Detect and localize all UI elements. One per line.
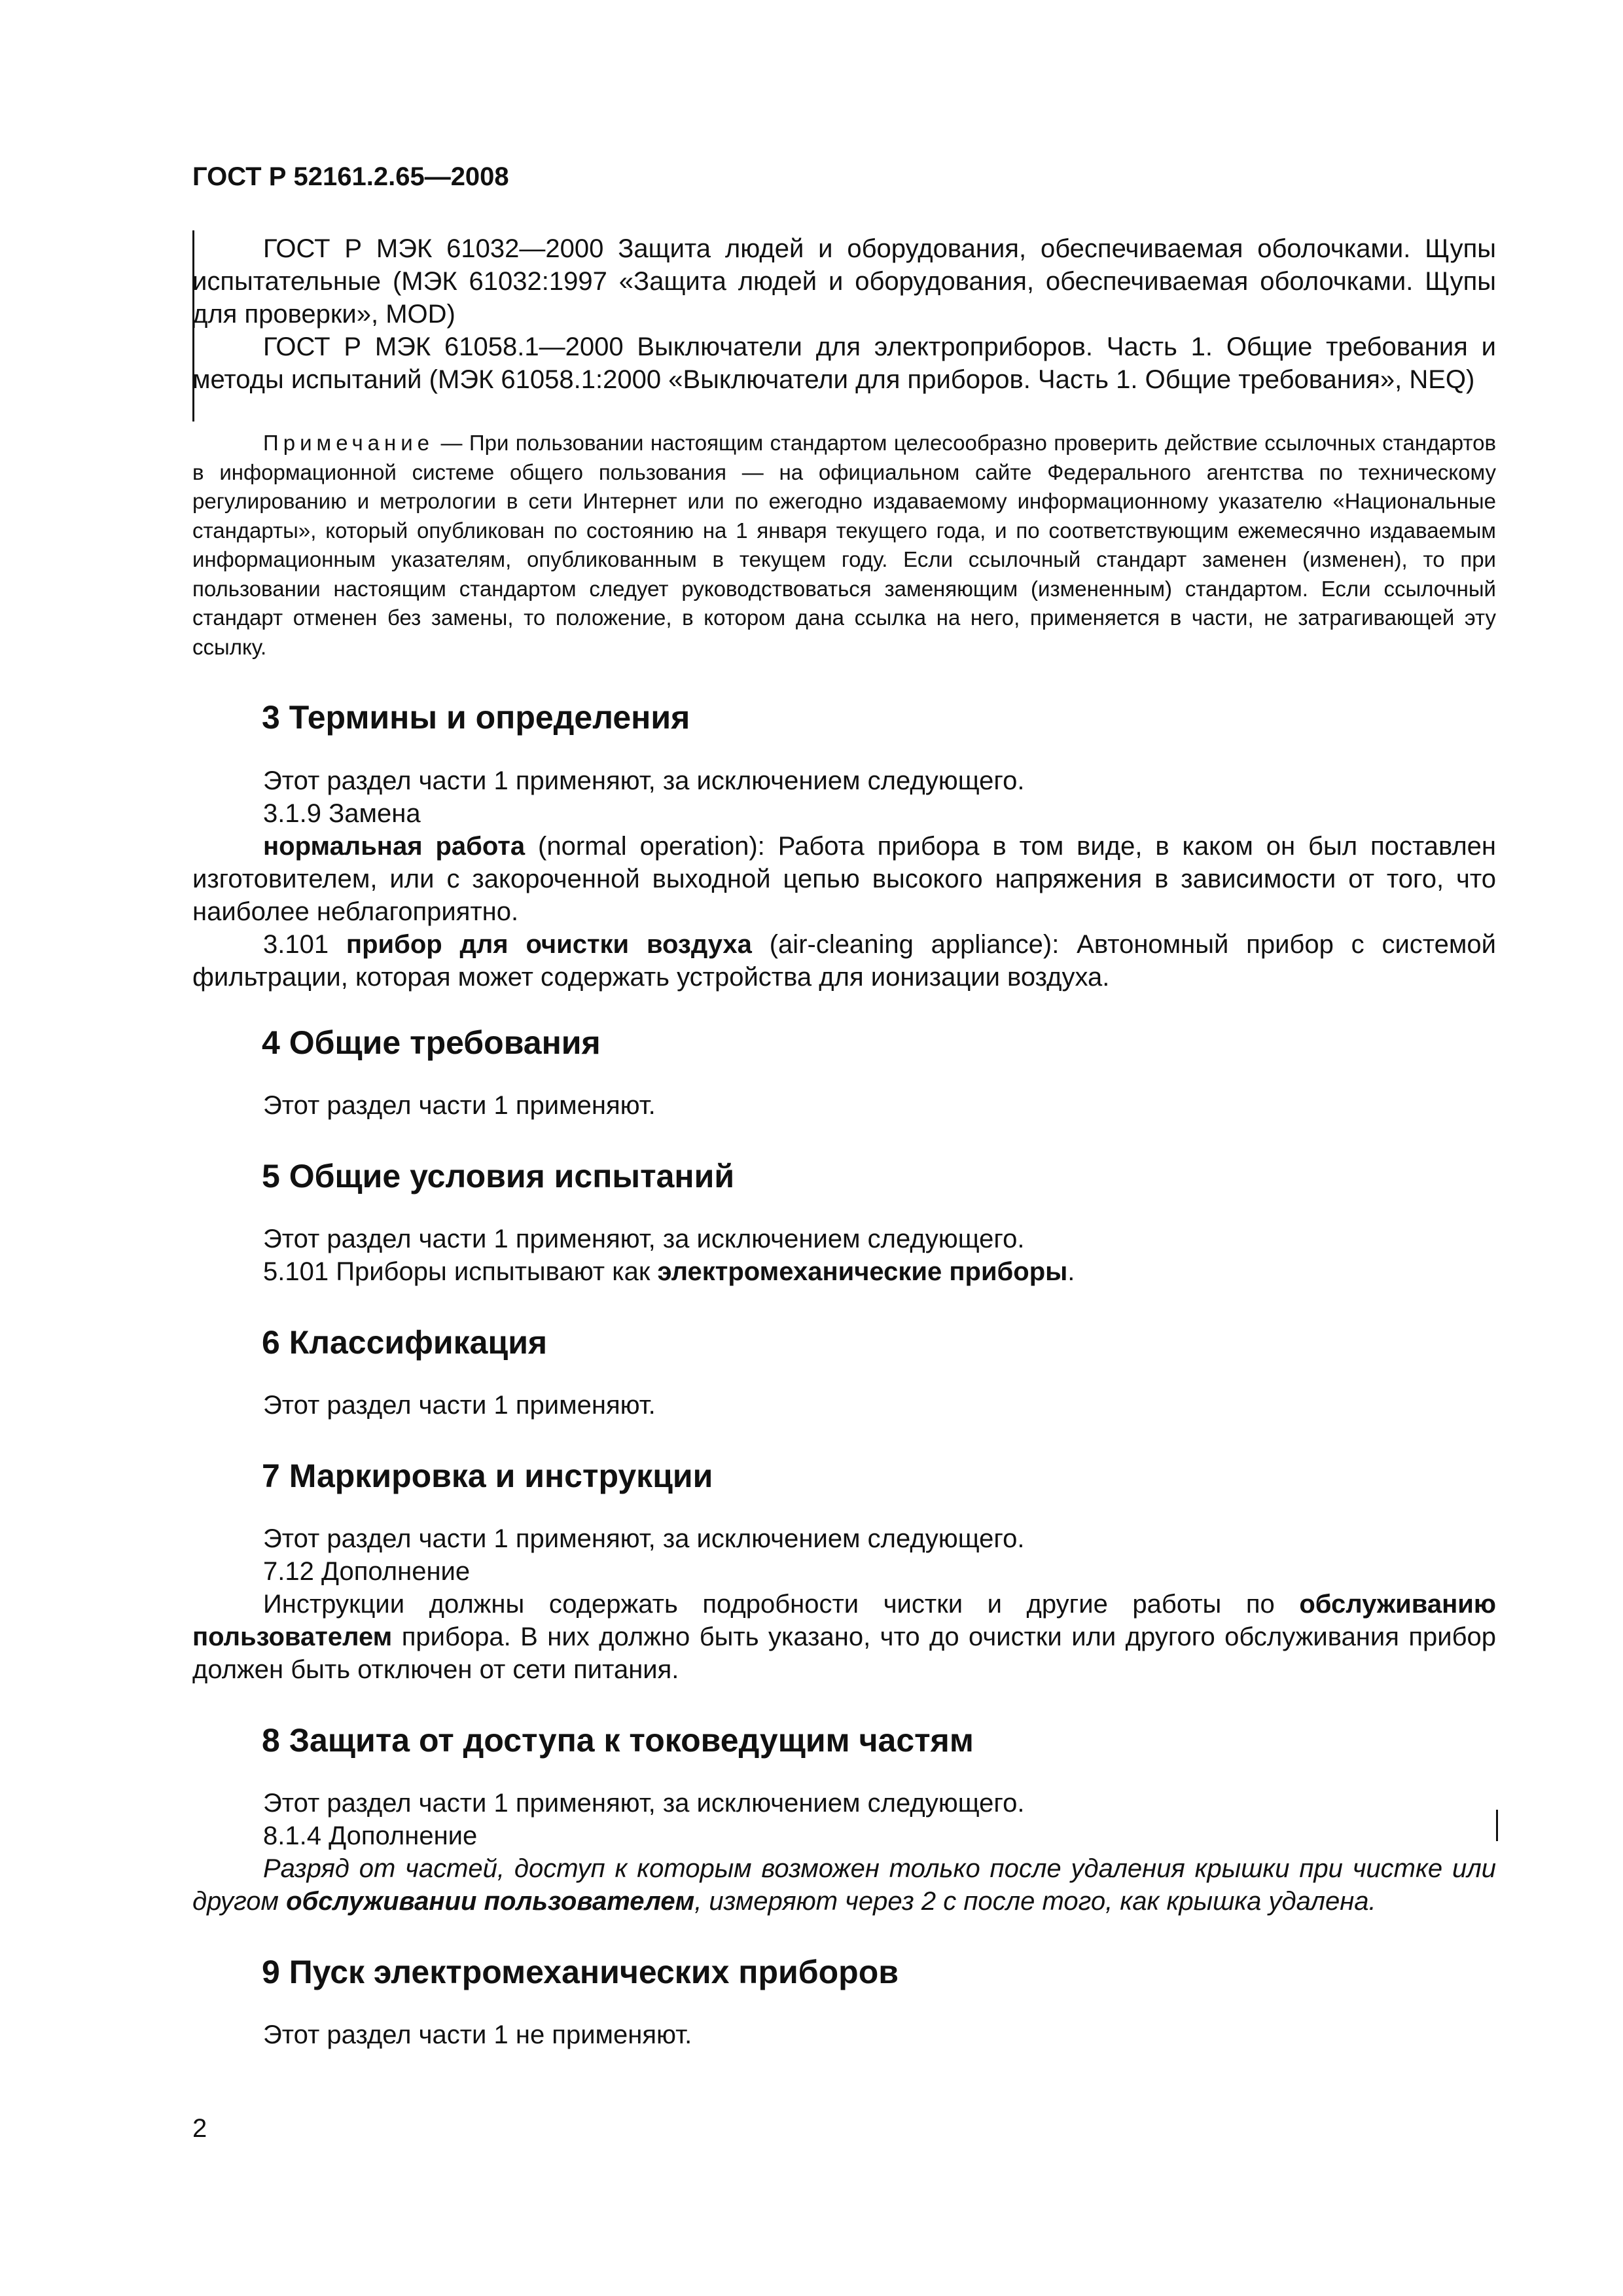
- subsection-label: 3.1.9 Замена: [263, 799, 421, 828]
- section-intro: Этот раздел части 1 применяют, за исключением следующего.: [263, 1789, 1025, 1818]
- section-intro: Этот раздел части 1 применяют, за исключением следующего.: [263, 1225, 1025, 1253]
- note-label: Примечание: [263, 431, 435, 455]
- note-paragraph: [192, 429, 1496, 662]
- section-3-body: [192, 764, 1496, 994]
- note-text: — При пользовании настоящим стандартом целесообразно проверить действие ссылочных стандартов в информационной системе общего пользования — на официальном сайте Федерального агентства по техническому регулированию и метрологии в сети Интернет или по ежегодно издаваемому информационному указателю «Национальные стандарты», который опубликован по состоянию на 1 января текущего года, и по соответствующим ежемесячно издаваемым информационным указателям, опубликованным в текущем году. Если ссылочный стандарт заменен (изменен), то при пользовании настоящим стандартом следует руководствоваться заменяющим (измененным) стандартом. Если ссылочный стандарт отменен без замены, то положение, в котором дана ссылка на него, применяется в части, не затрагивающей эту ссылку.: [192, 431, 1496, 659]
- section-9-body: [192, 2018, 1496, 2051]
- term-bold: прибор для очистки воздуха: [346, 930, 752, 959]
- section-text: Этот раздел части 1 применяют.: [263, 1091, 656, 1120]
- document-header: ГОСТ Р 52161.2.65—2008: [192, 162, 509, 191]
- section-7-body: [192, 1522, 1496, 1686]
- section-4-body: [192, 1089, 1496, 1122]
- section-5-body: [192, 1223, 1496, 1288]
- note-block: [192, 429, 1496, 662]
- section-8-title: 8 Защита от доступа к токоведущим частям: [262, 1722, 974, 1759]
- reference-item: ГОСТ Р МЭК 61032—2000 Защита людей и оборудования, обеспечиваемая оболочками. Щупы испытательные (МЭК 61032:1997 «Защита людей и оборудования, обеспечиваемая оболочками. Щупы для проверки», MOD): [192, 234, 1496, 329]
- section-item: 5.101 Приборы испытывают как электромеханические приборы.: [263, 1257, 1075, 1286]
- change-bar-right: [1496, 1810, 1498, 1841]
- section-intro: Этот раздел части 1 применяют, за исключением следующего.: [263, 766, 1025, 795]
- section-4-title: 4 Общие требования: [262, 1024, 601, 1061]
- section-9-title: 9 Пуск электромеханических приборов: [262, 1954, 899, 1990]
- section-intro: Этот раздел части 1 применяют, за исключением следующего.: [263, 1524, 1025, 1553]
- section-6-body: [192, 1389, 1496, 1422]
- subsection-label: 8.1.4 Дополнение: [263, 1821, 478, 1850]
- term-bold: нормальная работа: [263, 832, 526, 861]
- references-block: [192, 232, 1496, 396]
- section-5-title: 5 Общие условия испытаний: [262, 1158, 735, 1194]
- section-paragraph: Разряд от частей, доступ к которым возможен только после удаления крышки при чистке или другом обслуживании пользователем, измеряют через 2 с после того, как крышка удалена.: [192, 1854, 1496, 1916]
- term-definition: 3.101 прибор для очистки воздуха (air-cleaning appliance): Автономный прибор с системой фильтрации, которая может содержать устройства для ионизации воздуха.: [192, 930, 1496, 992]
- subsection-label: 7.12 Дополнение: [263, 1557, 471, 1586]
- section-text: Этот раздел части 1 не применяют.: [263, 2020, 692, 2049]
- section-8-body: [192, 1787, 1496, 1918]
- page-number: 2: [192, 2114, 207, 2143]
- term-definition: нормальная работа (normal operation): Работа прибора в том виде, в каком он был поставлен изготовителем, или с закороченной выходной цепью высокого напряжения в зависимости от того, что наиболее неблагоприятно.: [192, 832, 1496, 926]
- section-3-title: 3 Термины и определения: [262, 699, 690, 736]
- section-paragraph: Инструкции должны содержать подробности чистки и другие работы по обслуживанию пользователем прибора. В них должно быть указано, что до очистки или другого обслуживания прибор должен быть отключен от сети питания.: [192, 1590, 1496, 1684]
- section-7-title: 7 Маркировка и инструкции: [262, 1458, 713, 1494]
- section-text: Этот раздел части 1 применяют.: [263, 1391, 656, 1420]
- section-6-title: 6 Классификация: [262, 1324, 548, 1361]
- reference-item: ГОСТ Р МЭК 61058.1—2000 Выключатели для электроприборов. Часть 1. Общие требования и методы испытаний (МЭК 61058.1:2000 «Выключатели для приборов. Часть 1. Общие требования», NEQ): [192, 332, 1496, 394]
